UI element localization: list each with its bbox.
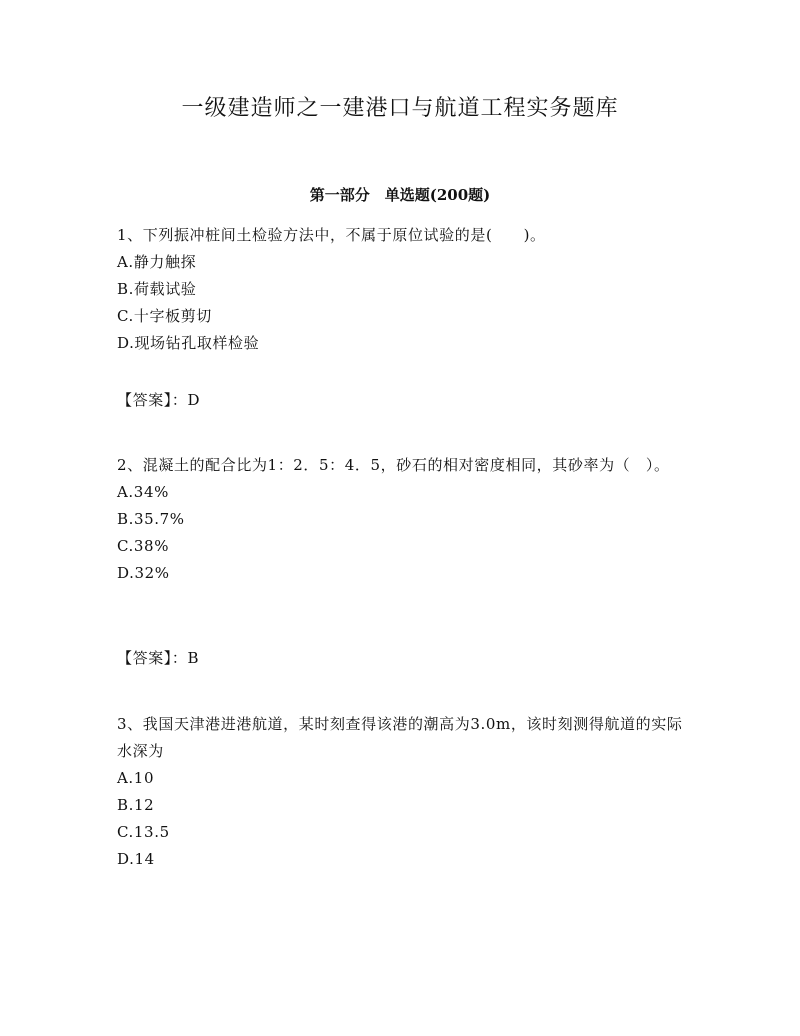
option-d: D.14 — [117, 850, 155, 868]
option-b: B.12 — [117, 796, 155, 814]
answer-2: 【答案】：B — [117, 649, 200, 667]
question-stem: 3、我国天津港进港航道，某时刻查得该港的潮高为3.0m，该时刻测得航道的实际水深为 — [117, 715, 683, 760]
question-1 — [117, 222, 692, 357]
option-c: C.38% — [117, 537, 170, 555]
document-title: 一级建造师之一建港口与航道工程实务题库 — [181, 96, 619, 121]
option-d: D.现场钻孔取样检验 — [117, 334, 260, 352]
question-3 — [117, 711, 692, 873]
option-c: C.十字板剪切 — [117, 307, 212, 325]
section-title: 第一部分 单选题(200题) — [309, 186, 491, 204]
option-b: B.35.7% — [117, 510, 185, 528]
option-d: D.32% — [117, 564, 170, 582]
option-a: A.静力触探 — [117, 253, 197, 271]
option-b: B.荷载试验 — [117, 280, 197, 298]
option-a: A.10 — [117, 769, 155, 787]
question-stem: 1、下列振冲桩间土检验方法中，不属于原位试验的是( )。 — [117, 226, 546, 244]
question-2 — [117, 452, 692, 587]
option-c: C.13.5 — [117, 823, 170, 841]
question-stem: 2、混凝土的配合比为1：2．5：4．5，砂石的相对密度相同，其砂率为（ ）。 — [117, 456, 670, 474]
option-a: A.34% — [117, 483, 169, 501]
answer-1: 【答案】：D — [117, 391, 201, 409]
